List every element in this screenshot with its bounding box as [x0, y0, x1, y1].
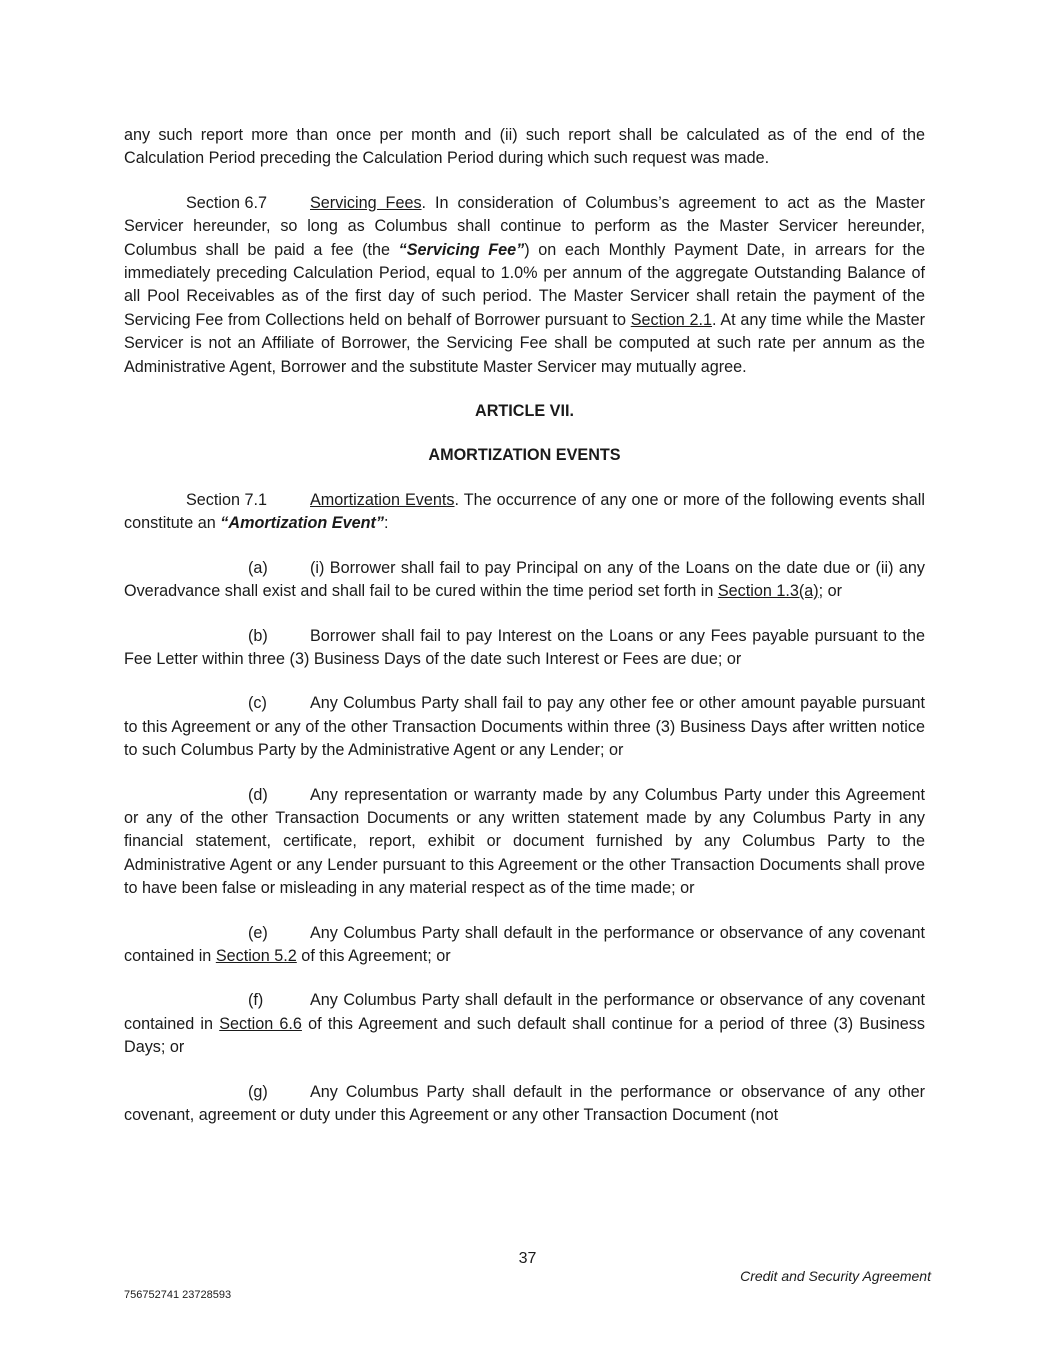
page-number: 37 [518, 1250, 537, 1267]
section-title: Servicing Fees [310, 193, 422, 212]
clause-label: (g) [248, 1082, 268, 1101]
clause-a [124, 557, 925, 604]
cross-reference: Section 5.2 [215, 946, 297, 965]
section-title: Amortization Events [310, 490, 455, 509]
clause-label: (b) [248, 626, 268, 645]
section-7-1-paragraph [124, 489, 925, 536]
clause-label: (c) [248, 694, 267, 713]
article-title: AMORTIZATION EVENTS [428, 446, 621, 465]
clause-f [124, 989, 925, 1059]
clause-text: Borrower shall fail to pay Interest on the Loans or any Fees payable pursuant to the Fee Letter within three (3) Business Days of the date such Interest or Fees are due; or [124, 626, 925, 668]
section-text: . In consideration of Columbus’s agreement to act as the Master Servicer hereunder, so long as Columbus shall continue to perform as the Master Servicer hereunder, Columbus shall be paid a fee (the [124, 193, 925, 259]
defined-term: “Servicing Fee” [398, 240, 525, 259]
section-6-7-paragraph [124, 192, 925, 379]
clause-text: of this Agreement; or [296, 946, 451, 965]
section-text: . The occurrence of any one or more of the following events shall constitute an [124, 490, 926, 533]
section-number: Section 7.1 [186, 490, 267, 509]
cross-reference: Section 1.3(a) [717, 582, 819, 601]
clause-text: of this Agreement and such default shall continue for a period of three (3) Business Days; or [124, 1014, 925, 1057]
clause-label: (a) [248, 558, 268, 577]
clause-c [124, 692, 925, 762]
clause-label: (d) [248, 785, 268, 804]
clause-g [124, 1081, 925, 1128]
clause-text: Any Columbus Party shall default in the performance or observance of any covenant contained in [124, 923, 925, 965]
section-text: : [383, 514, 389, 533]
clause-b [124, 625, 925, 672]
footer-document-id: 756752741 23728593 [124, 1289, 232, 1301]
clause-text: Any Columbus Party shall default in the performance or observance of any covenant contained in [124, 991, 925, 1033]
clause-text: ; or [818, 582, 843, 601]
clause-label: (f) [248, 991, 264, 1010]
paragraph-continuation: any such report more than once per month and (ii) such report shall be calculated as of the end of the Calculation Period preceding the Calculation Period during which such request was made. [124, 126, 925, 168]
section-text: . At any time while the Master Servicer is not an Affiliate of Borrower, the Servicing Fee shall be computed at such rate per annum as the Administrative Agent, Borrower and the substitute Master Servicer may mutually agree. [124, 310, 925, 376]
section-text: ) on each Monthly Payment Date, in arrears for the immediately preceding Calculation Period, equal to 1.0% per annum of the aggregate Outstanding Balance of all Pool Receivables as of the first day of such period. The Master Servicer shall retain the payment of the Servicing Fee from Collections held on behalf of Borrower pursuant to [124, 240, 925, 329]
defined-term: “Amortization Event” [220, 514, 384, 533]
document-body [124, 124, 925, 1148]
footer-document-title: Credit and Security Agreement [740, 1268, 931, 1284]
cross-reference: Section 6.6 [219, 1014, 302, 1033]
section-number: Section 6.7 [186, 193, 267, 212]
clause-text: Any Columbus Party shall default in the performance or observance of any other covenant, agreement or duty under this Agreement or any other Transaction Document (not [124, 1082, 925, 1124]
clause-text: Any representation or warranty made by any Columbus Party under this Agreement or any of the other Transaction Documents or any written statement made by any Columbus Party in any financial statement, certificate, report, exhibit or document furnished by any Columbus Party to the Administrative Agent or any Lender pursuant to this Agreement or the other Transaction Documents shall prove to have been false or misleading in any material respect as of the time made; or [124, 785, 925, 898]
cross-reference: Section 2.1 [630, 310, 712, 329]
clause-text: Any Columbus Party shall fail to pay any other fee or other amount payable pursuant to this Agreement or any of the other Transaction Documents within three (3) Business Days after written notice to such Columbus Party by the Administrative Agent or any Lender; or [124, 694, 925, 760]
clause-text: (i) Borrower shall fail to pay Principal on any of the Loans on the date due or (ii) any Overadvance shall exist and shall fail to be cured within the time period set forth in [124, 558, 925, 601]
clause-d [124, 784, 925, 901]
clause-label: (e) [248, 923, 268, 942]
article-heading: ARTICLE VII. [475, 402, 574, 421]
clause-e [124, 922, 925, 969]
